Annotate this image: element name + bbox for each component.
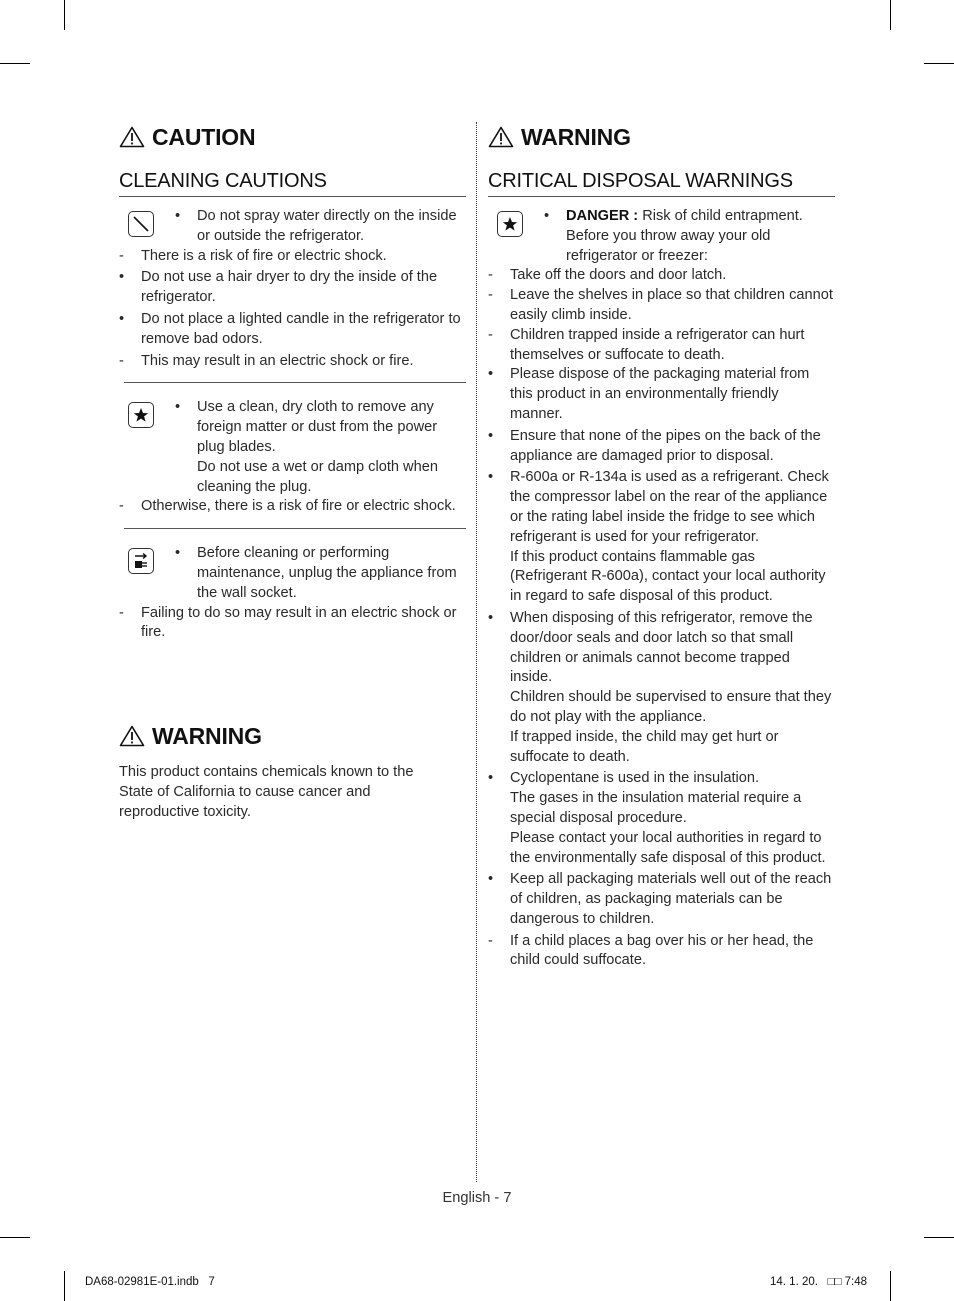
cleaning-cautions-heading: CLEANING CAUTIONS xyxy=(119,170,466,197)
crop-mark xyxy=(0,63,30,64)
list-item: - Leave the shelves in place so that children cannot easily climb inside. xyxy=(488,287,833,323)
warning-triangle-icon xyxy=(488,126,514,148)
warning-title-right xyxy=(488,118,835,156)
crop-mark xyxy=(924,63,954,64)
list-item: • Please dispose of the packaging material from this product in an environmentally friendly manner. xyxy=(488,366,810,422)
left-column xyxy=(119,118,466,822)
crop-mark xyxy=(64,0,65,30)
list-item: - Otherwise, there is a risk of fire or electric shock. xyxy=(119,498,456,515)
list-item: - This may result in an electric shock or fire. xyxy=(119,352,414,369)
bullet-marker: • xyxy=(175,208,181,224)
caution-block-unplug xyxy=(119,544,466,603)
danger-block xyxy=(488,207,835,266)
list-item: • Cyclopentane is used in the insulation. The gases in the insulation material require a special disposal procedure. Please contact your local authorities in regard to the environmentally safe disposal of this product. xyxy=(488,770,826,866)
caution-block-no-spray xyxy=(119,207,466,247)
list-item: • When disposing of this refrigerator, remove the door/door seals and door latch so that small children or animals cannot become trapped inside. Children should be supervised to ensure that they do not play with the appliance. If trapped inside, the child may get hurt or suffocate to death. xyxy=(488,609,832,765)
bullet-marker: • xyxy=(175,399,181,416)
no-spray-text: Do not spray water directly on the inside or outside the refrigerator. xyxy=(197,208,457,244)
warning-title-text: WARNING xyxy=(152,722,262,749)
crop-mark xyxy=(924,1237,954,1238)
disposal-heading: CRITICAL DISPOSAL WARNINGS xyxy=(488,170,835,197)
list-item: - If a child places a bag over his or her head, the child could suffocate. xyxy=(488,932,814,969)
bullet-marker: • xyxy=(544,208,550,224)
warning-title-left xyxy=(119,717,466,755)
crop-mark xyxy=(0,1237,30,1238)
list-item: • Do not use a hair dryer to dry the inside of the refrigerator. xyxy=(119,269,438,306)
list-item: • Keep all packaging materials well out of the reach of children, as packaging materials can be dangerous to children. xyxy=(488,871,832,927)
unplug-icon xyxy=(128,548,154,574)
unplug-text: Before cleaning or performing maintenance, unplug the appliance from the wall socket. xyxy=(197,545,457,601)
california-warning-text: This product contains chemicals known to the State of California to cause cancer and reproductive toxicity. xyxy=(119,764,414,821)
cleaning-list-2 xyxy=(119,497,466,517)
danger-subtext: Before you throw away your old refrigerator or freezer: xyxy=(566,227,771,264)
page-number: English - 7 xyxy=(442,1190,512,1206)
list-item: • Ensure that none of the pipes on the back of the appliance are damaged prior to disposal. xyxy=(488,427,821,464)
danger-label: DANGER : xyxy=(566,208,639,224)
bullet-marker: • xyxy=(175,545,181,562)
caution-title-text: CAUTION xyxy=(152,123,256,150)
list-item: - Failing to do so may result in an electric shock or fire. xyxy=(119,604,457,641)
star-important-icon xyxy=(497,211,523,237)
crop-mark xyxy=(64,1271,65,1301)
column-divider xyxy=(476,122,477,1182)
caution-block-plug xyxy=(119,398,466,497)
file-name: DA68-02981E-01.indb 7 xyxy=(85,1276,215,1288)
crop-mark xyxy=(890,0,891,30)
no-spray-icon xyxy=(128,211,154,237)
plug-clean-text: Use a clean, dry cloth to remove any foreign matter or dust from the power plug blades. xyxy=(197,399,438,455)
warning-triangle-icon xyxy=(119,126,145,148)
list-item: - Children trapped inside a refrigerator can hurt themselves or suffocate to death. xyxy=(488,326,805,363)
warning-title-text: WARNING xyxy=(521,123,631,150)
star-important-icon xyxy=(128,402,154,428)
crop-mark xyxy=(890,1271,891,1301)
list-item: • R-600a or R-134a is used as a refrigerant. Check the compressor label on the rear of the appliance or the rating label inside the fridge to see which refrigerant is used for your refrigerator. If this product contains flammable gas (Refrigerant R-600a), contact your local authority in regard to safe disposal of this product. xyxy=(488,469,829,605)
right-column xyxy=(488,118,835,971)
list-item: • Do not place a lighted candle in the refrigerator to remove bad odors. xyxy=(119,310,461,347)
disposal-list xyxy=(488,266,835,971)
section-separator xyxy=(124,528,466,529)
caution-title xyxy=(119,118,466,156)
cleaning-list-1 xyxy=(119,247,466,372)
cleaning-list-3 xyxy=(119,604,466,644)
warning-triangle-icon xyxy=(119,725,145,747)
plug-wet-text: Do not use a wet or damp cloth when cleaning the plug. xyxy=(197,458,438,495)
list-item: - Take off the doors and door latch. xyxy=(488,267,727,284)
list-item: - There is a risk of fire or electric shock. xyxy=(119,247,387,264)
section-separator xyxy=(124,382,466,383)
print-timestamp: 14. 1. 20. □□ 7:48 xyxy=(770,1276,868,1288)
danger-text: Risk of child entrapment. xyxy=(638,208,803,224)
